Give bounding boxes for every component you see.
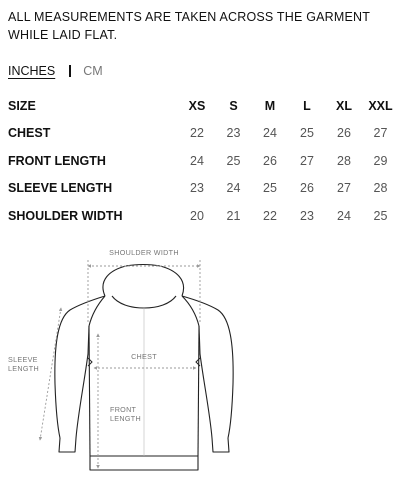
hoodie-outline-icon	[55, 265, 233, 471]
row-label-shoulder-width: SHOULDER WIDTH	[8, 208, 123, 223]
table-cell: 26	[300, 181, 314, 196]
table-cell: 20	[190, 208, 204, 223]
table-cell: 24	[337, 208, 351, 223]
size-header-xxl: XXL	[368, 98, 393, 113]
table-cell: 23	[190, 181, 204, 196]
label-sleeve-line-2: LENGTH	[8, 364, 39, 373]
chest-marker-left-icon	[88, 358, 92, 366]
table-cell: 23	[226, 126, 241, 141]
table-cell: 28	[373, 181, 388, 196]
table-cell: 24	[226, 181, 241, 196]
table-cell: 25	[300, 126, 314, 141]
label-sleeve-line-1: SLEEVE	[8, 355, 38, 364]
table-cell: 23	[300, 208, 314, 223]
label-shoulder-width: SHOULDER WIDTH	[109, 248, 179, 257]
unit-divider	[69, 65, 71, 77]
table-cell: 25	[373, 208, 388, 223]
size-header-label: SIZE	[8, 98, 36, 113]
table-row	[8, 202, 402, 230]
table-cell: 26	[337, 126, 351, 141]
table-cell: 27	[300, 153, 314, 168]
table-row	[8, 120, 402, 148]
unit-tab-inches[interactable]: INCHES	[8, 64, 56, 78]
table-cell: 22	[190, 126, 204, 141]
table-cell: 21	[226, 208, 241, 223]
measurement-lines	[40, 260, 200, 468]
table-row	[8, 147, 402, 175]
size-header-m: M	[264, 98, 276, 113]
size-header-row	[8, 92, 402, 120]
chest-marker-right-icon	[196, 358, 200, 366]
table-cell: 25	[226, 153, 241, 168]
unit-tab-cm[interactable]: CM	[83, 64, 103, 78]
unit-switcher	[8, 64, 103, 78]
table-cell: 25	[263, 181, 277, 196]
table-cell: 24	[190, 153, 204, 168]
table-cell: 24	[263, 126, 277, 141]
label-front-line-2: LENGTH	[110, 414, 141, 423]
size-header-xl: XL	[336, 98, 352, 113]
table-cell: 27	[337, 181, 351, 196]
size-table	[8, 92, 402, 230]
label-chest: CHEST	[131, 352, 157, 361]
table-cell: 26	[263, 153, 277, 168]
size-header-l: L	[303, 98, 311, 113]
table-row	[8, 175, 402, 203]
table-cell: 28	[337, 153, 351, 168]
hoodie-measurement-diagram	[0, 244, 416, 480]
measurement-note: ALL MEASUREMENTS ARE TAKEN ACROSS THE GARMENT WHILE LAID FLAT.	[8, 10, 370, 42]
row-label-sleeve-length: SLEEVE LENGTH	[8, 181, 113, 196]
size-header-s: S	[229, 98, 238, 113]
size-header-xs: XS	[188, 98, 206, 113]
label-front-line-1: FRONT	[110, 405, 137, 414]
row-label-chest: CHEST	[8, 126, 51, 141]
row-label-front-length: FRONT LENGTH	[8, 153, 106, 168]
table-cell: 22	[263, 208, 277, 223]
table-cell: 27	[373, 126, 388, 141]
table-cell: 29	[373, 153, 388, 168]
